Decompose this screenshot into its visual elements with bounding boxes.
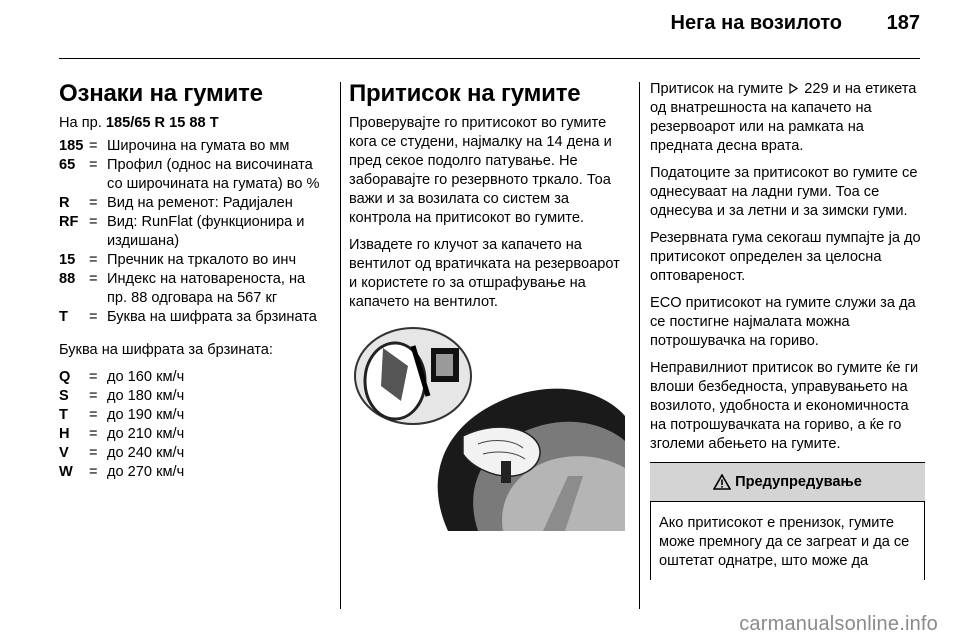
definition-term: 88 [59, 271, 76, 287]
definition-equals: = [89, 157, 98, 173]
definition-row [59, 194, 327, 213]
tire-valve-drawing [353, 326, 625, 531]
definition-text: Широчина на гумата во мм [107, 138, 290, 154]
definition-text: Буква на шифрата за брзината [107, 309, 317, 325]
speed-limit: до 210 км/ч [107, 426, 185, 442]
pressure-paragraph-2: Извадете го клучот за капачето на вентилот од вратичката на резервоарот и користете го за отшрафување на капачето на вентилот. [349, 237, 620, 310]
speed-limit: до 180 км/ч [107, 388, 185, 404]
speed-equals: = [89, 464, 98, 480]
speed-equals: = [89, 445, 98, 461]
warning-header [650, 463, 925, 502]
speed-letter: S [59, 388, 69, 404]
definition-equals: = [89, 138, 98, 154]
tire-pressure-heading: Притисок на гумите [349, 80, 581, 107]
speed-limit: до 160 км/ч [107, 369, 185, 385]
speed-limit: до 240 км/ч [107, 445, 185, 461]
reference-text-before: Притисок на гумите [650, 81, 784, 97]
speed-equals: = [89, 369, 98, 385]
fuel-cap-label [436, 354, 453, 376]
warning-box [650, 462, 925, 580]
warning-text: Ако притисокот е пренизок, гумите може премногу да се загреат и да се оштетат однатре, што може да [650, 502, 925, 580]
definition-equals: = [89, 271, 98, 287]
definition-row [59, 137, 327, 156]
section-title: Нега на возилото [670, 12, 842, 34]
definition-text: Вид на ременот: Радијален [107, 195, 293, 211]
arrow-reference-icon [789, 83, 798, 94]
speed-letter: Q [59, 369, 71, 385]
watermark: carmanualsonline.info [739, 613, 938, 635]
spare-tire-paragraph: Резервната гума секогаш пумпајте ја до притисокот определен за целосна оптовареност. [650, 230, 921, 284]
definition-term: R [59, 195, 70, 211]
speed-letter: V [59, 445, 69, 461]
definition-row [59, 213, 327, 251]
definition-term: 15 [59, 252, 76, 268]
warning-title: Предупредување [735, 474, 862, 490]
incorrect-pressure-paragraph: Неправилниот притисок во гумите ќе ги влоши безбедноста, управувањето на возилото, удобноста и економичноста на потрошувачката на гориво, а ќе го зголеми абењето на гумите. [650, 360, 919, 452]
definition-row [59, 308, 327, 327]
definition-text: Вид: RunFlat (функционира и издишана) [107, 214, 305, 249]
pressure-reference-paragraph [650, 80, 925, 156]
definition-term: RF [59, 214, 79, 230]
eco-pressure-paragraph: ECO притисокот на гумите служи за да се постигне најмалата можна потрошувачка на гориво. [650, 295, 916, 349]
definition-term: T [59, 309, 68, 325]
valve-cap [501, 461, 511, 483]
speed-row [59, 406, 327, 425]
definition-equals: = [89, 214, 98, 230]
speed-letter: T [59, 407, 68, 423]
example-prefix: На пр. [59, 115, 102, 131]
tire-code-definitions [59, 137, 327, 327]
pressure-paragraph-1: Проверувајте го притисокот во гумите кога се студени, најмалку на 14 дена и пред секое подолго патување. Не заборавајте го резервното тркало. Тоа важи и за возилата со систем за контрола на притисокот во гумите. [349, 115, 612, 226]
speed-code-intro: Буква на шифрата за брзината: [59, 342, 273, 358]
column-divider-left [340, 82, 341, 609]
definition-text: Пречник на тркалото во инч [107, 252, 297, 268]
valve-cap-illustration [353, 326, 625, 531]
speed-equals: = [89, 407, 98, 423]
speed-letter: H [59, 426, 70, 442]
definition-text: Профил (однос на височината со широчината на гумата) во % [107, 157, 320, 192]
speed-code-list [59, 368, 327, 482]
speed-letter: W [59, 464, 73, 480]
warning-triangle-icon [713, 474, 731, 490]
tire-markings-heading: Ознаки на гумите [59, 80, 263, 107]
column-divider-right [639, 82, 640, 609]
example-line [59, 114, 327, 133]
speed-row [59, 368, 327, 387]
header-rule [59, 58, 920, 59]
speed-equals: = [89, 388, 98, 404]
tire-markings-column [59, 80, 327, 482]
speed-equals: = [89, 426, 98, 442]
speed-limit: до 270 км/ч [107, 464, 185, 480]
definition-row [59, 270, 327, 308]
example-code: 185/65 R 15 88 T [105, 115, 219, 131]
speed-row [59, 387, 327, 406]
page-number: 187 [886, 12, 920, 34]
definition-text: Индекс на натовареноста, на пр. 88 одговара на 567 кг [107, 271, 306, 306]
definition-term: 65 [59, 157, 76, 173]
cold-tires-paragraph: Податоците за притисокот во гумите се однесуваат на ладни гуми. Тоа се однесува и за летни и за зимски гуми. [650, 165, 918, 219]
definition-row [59, 156, 327, 194]
definition-term: 185 [59, 138, 84, 154]
tire-pressure-continued-column [650, 80, 925, 580]
definition-equals: = [89, 252, 98, 268]
tire-pressure-column [349, 80, 627, 531]
definition-row [59, 251, 327, 270]
speed-row [59, 425, 327, 444]
reference-text-after: 229 и на етикета од внатрешноста на капачето на резервоарот или на рамката на предната десна врата. [650, 81, 917, 154]
speed-row [59, 463, 327, 482]
speed-limit: до 190 км/ч [107, 407, 185, 423]
definition-equals: = [89, 195, 98, 211]
definition-equals: = [89, 309, 98, 325]
speed-row [59, 444, 327, 463]
